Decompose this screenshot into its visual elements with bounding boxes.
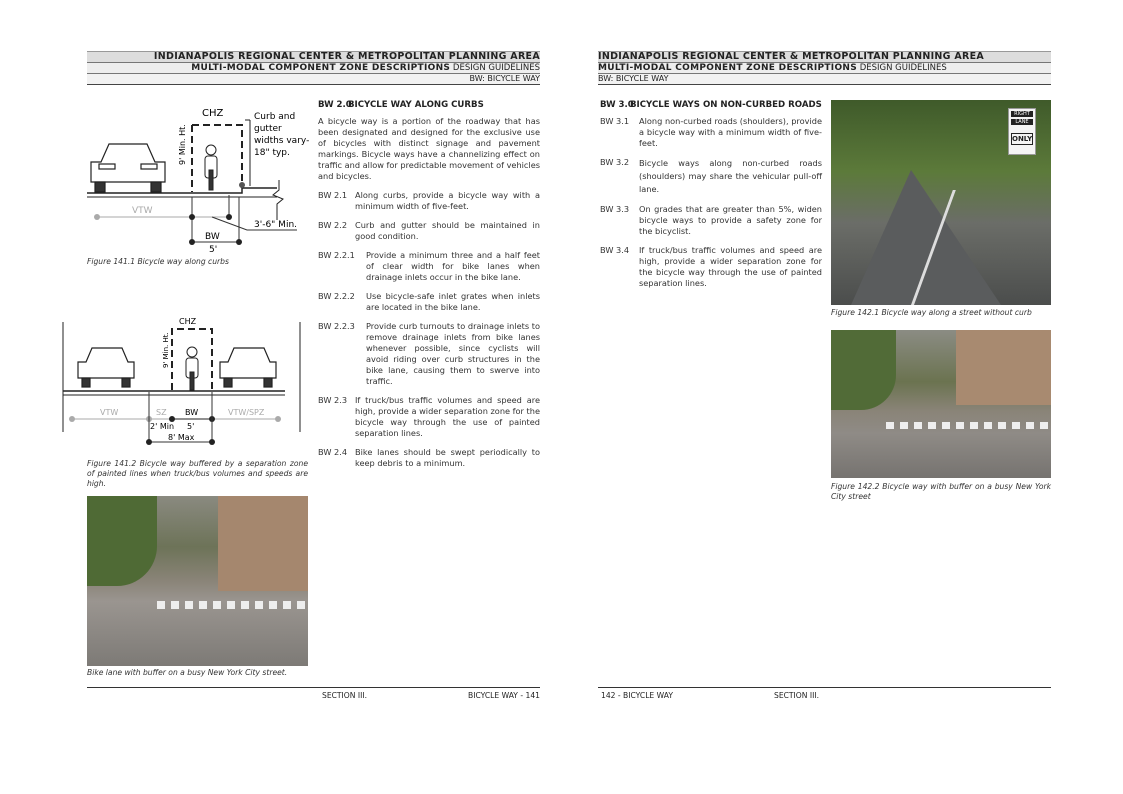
item-text: On grades that are greater than 5%, widen bicycle ways to provide a safety zone for the bicyclist. (639, 204, 822, 236)
figure-141-2-caption: Figure 141.2 Bicycle way buffered by a separation zone of painted lines when truck/bus volumes and speeds are high. (87, 459, 308, 488)
label-curb-2: gutter (254, 124, 282, 134)
road-without-curb-photo (831, 100, 1051, 305)
item-number: BW 2.2.3 (318, 321, 355, 331)
label-bw-width: 5' (187, 422, 195, 431)
buildings (956, 330, 1051, 405)
label-curb-3: widths vary- (254, 136, 310, 146)
section-title: BICYCLE WAYS ON NON-CURBED ROADS (630, 100, 822, 110)
item-text: Provide curb turnouts to drainage inlets to remove drainage inlets from bike lanes whenever possible, since cyclists will avoid riding over curb structures in the bike lane, causing them to swerve into traffic. (366, 321, 540, 386)
footer-page-number: BICYCLE WAY - 141 (468, 691, 540, 700)
car-icon (78, 348, 134, 387)
label-bw: BW (205, 232, 220, 242)
item-number: BW 3.1 (600, 116, 630, 126)
left-photo-caption: Bike lane with buffer on a busy New York City street. (87, 668, 288, 677)
header-section: BW: BICYCLE WAY (87, 73, 540, 85)
guideline-item (600, 157, 822, 196)
label-height: 9' Min. Ht. (178, 124, 187, 165)
footer-section: SECTION III. (322, 691, 368, 700)
nyc-bike-lane-photo (87, 496, 308, 666)
guideline-item (318, 220, 540, 242)
header-subtitle (87, 62, 540, 73)
label-vtw-spz: VTW/SPZ (228, 408, 265, 417)
item-text: Along non-curbed roads (shoulders), provide a bicycle way with a minimum width of five-feet. (639, 116, 822, 148)
crosswalk (886, 422, 1051, 429)
left-page-footer (87, 687, 540, 702)
section-bw-3-0 (600, 100, 822, 297)
label-curb-4: 18" typ. (254, 148, 290, 158)
figure-141-1-caption: Figure 141.1 Bicycle way along curbs (87, 257, 229, 266)
footer-page-number: 142 - BICYCLE WAY (601, 691, 673, 700)
guideline-item (318, 321, 540, 387)
crosswalk (157, 601, 308, 609)
guideline-item (600, 245, 822, 289)
label-min: 3'-6" Min. (254, 220, 298, 230)
cyclist-icon (186, 347, 198, 390)
label-vtw: VTW (100, 408, 119, 417)
item-number: BW 2.3 (318, 395, 348, 405)
guideline-item (600, 204, 822, 237)
item-number: BW 2.4 (318, 447, 348, 457)
section-number: BW 2.0 (318, 100, 352, 110)
car-icon (220, 348, 276, 387)
header-subtitle-light: DESIGN GUIDELINES (859, 63, 947, 73)
label-sz: SZ (156, 408, 167, 417)
item-number: BW 2.2.1 (318, 250, 355, 260)
figure-141-2-diagram (60, 312, 310, 447)
item-number: BW 2.1 (318, 190, 348, 200)
label-chz: CHZ (179, 317, 197, 326)
figure-142-1-caption: Figure 142.1 Bicycle way along a street without curb (831, 308, 1032, 317)
item-text: Along curbs, provide a bicycle way with a minimum width of five-feet. (355, 190, 540, 211)
right-page-header (598, 51, 1051, 85)
guideline-item (318, 447, 540, 469)
guideline-item (318, 395, 540, 439)
guideline-item (318, 291, 540, 313)
section-title: BICYCLE WAY ALONG CURBS (348, 100, 484, 110)
header-title: INDIANAPOLIS REGIONAL CENTER & METROPOLITAN PLANNING AREA (87, 51, 540, 62)
sign-text: ONLY (1012, 135, 1033, 143)
section-heading (600, 100, 822, 111)
section-number: BW 3.0 (600, 100, 634, 110)
label-bw-width: 5' (209, 245, 218, 255)
item-number: BW 3.3 (600, 204, 630, 214)
figure-142-2-caption: Figure 142.2 Bicycle way with buffer on a busy New York City street (831, 482, 1051, 501)
buildings (218, 496, 308, 591)
header-subtitle (598, 62, 1051, 73)
sign-text: LANE (1011, 119, 1033, 125)
car-icon (91, 144, 165, 192)
label-chz: CHZ (202, 108, 224, 119)
label-bw: BW (185, 408, 199, 417)
item-text: If truck/bus traffic volumes and speed are high, provide a wider separation zone for the bicycle way through the use of painted separation lines. (355, 395, 540, 438)
label-vtw: VTW (132, 206, 153, 216)
item-number: BW 3.2 (600, 157, 630, 167)
item-number: BW 3.4 (600, 245, 630, 255)
item-text: Provide a minimum three and a half feet of clear width for bike lanes when drainage inlets occur in the bike lane. (366, 250, 540, 282)
item-number: BW 2.2.2 (318, 291, 355, 301)
header-section: BW: BICYCLE WAY (598, 73, 1051, 85)
guideline-item (318, 190, 540, 212)
header-subtitle-bold: MULTI-MODAL COMPONENT ZONE DESCRIPTIONS (598, 63, 858, 73)
guideline-item (600, 116, 822, 149)
right-lane-only-sign (1008, 108, 1036, 155)
tree-foliage (831, 330, 896, 410)
label-sz-min: 2' Min (150, 422, 175, 431)
label-height: 9' Min. Ht. (162, 332, 170, 368)
figure-141-1-diagram (87, 100, 312, 260)
header-title: INDIANAPOLIS REGIONAL CENTER & METROPOLITAN PLANNING AREA (598, 51, 1051, 62)
guideline-item (318, 250, 540, 283)
tree-foliage (87, 496, 157, 586)
section-bw-2-0 (318, 100, 540, 477)
road (851, 170, 1001, 305)
header-subtitle-light: DESIGN GUIDELINES (452, 63, 540, 73)
cyclist-icon (205, 145, 217, 190)
item-text: If truck/bus traffic volumes and speed are high, provide a wider separation zone for the bicycle way through the use of painted separation lines. (639, 245, 822, 288)
item-number: BW 2.2 (318, 220, 348, 230)
sign-text: RIGHT (1011, 111, 1033, 117)
label-max: 8' Max (168, 433, 195, 442)
section-heading (318, 100, 540, 111)
item-text: Bicycle ways along non-curbed roads (shoulders) may share the vehicular pull-off lane. (639, 158, 822, 194)
item-text: Bike lanes should be swept periodically to keep debris to a minimum. (355, 447, 540, 468)
header-subtitle-bold: MULTI-MODAL COMPONENT ZONE DESCRIPTIONS (191, 63, 451, 73)
left-page-header (87, 51, 540, 85)
section-intro: A bicycle way is a portion of the roadway that has been designated and designed for the exclusive use of bicycles with distinct signage and pavement markings. Bicycle ways have a channelizing effect on traffic and allow for predictable movement of vehicles and bicycles. (318, 116, 540, 181)
item-text: Use bicycle-safe inlet grates when inlets are located in the bike lane. (366, 291, 540, 312)
nyc-buffered-bike-lane-photo (831, 330, 1051, 478)
right-page-footer (598, 687, 1051, 702)
label-curb-1: Curb and (254, 112, 296, 122)
item-text: Curb and gutter should be maintained in good condition. (355, 220, 540, 241)
footer-section: SECTION III. (774, 691, 820, 700)
